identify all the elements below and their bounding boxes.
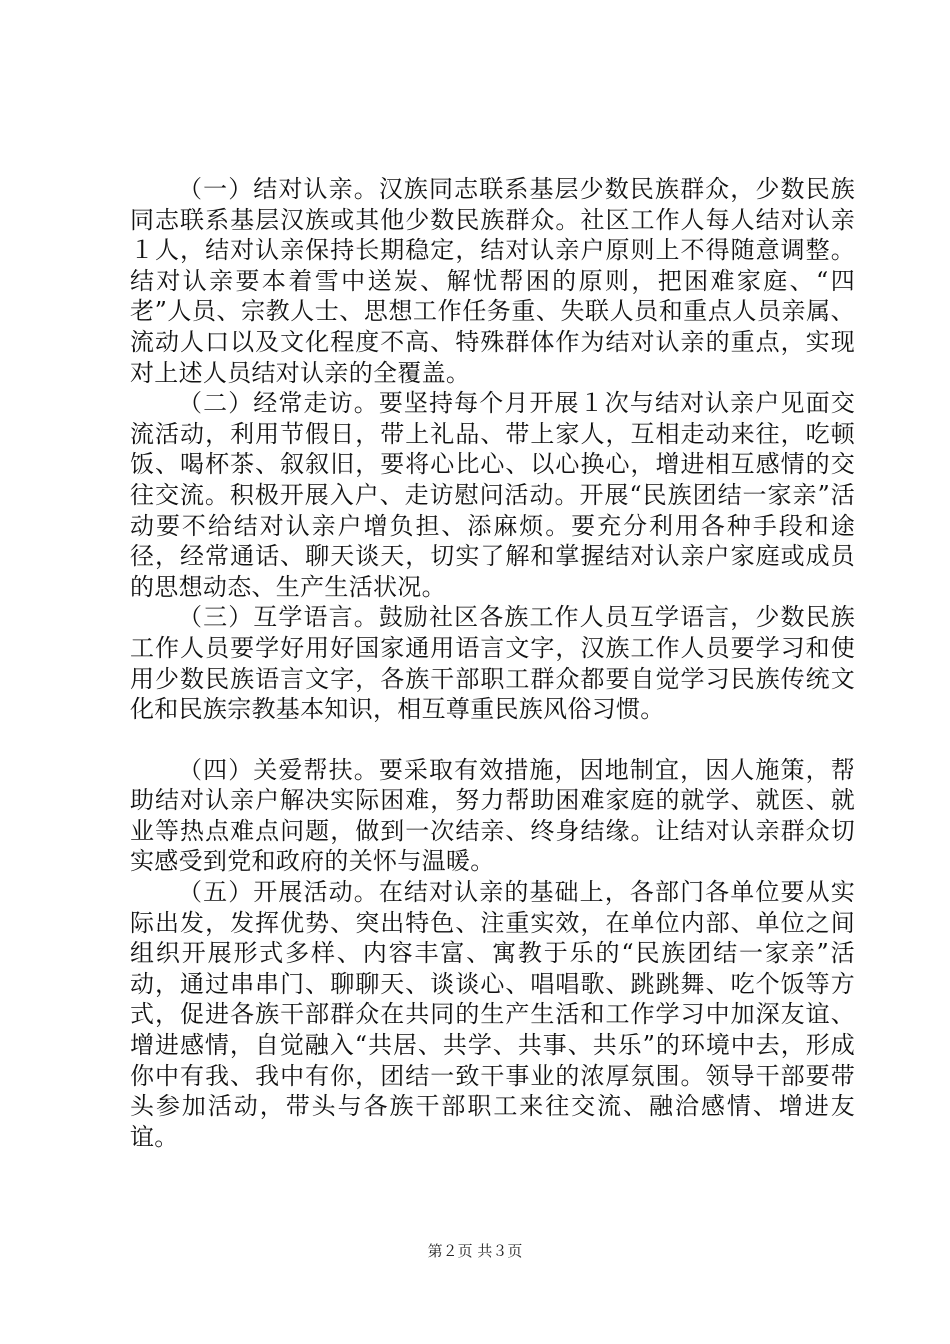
paragraph-language: （三）互学语言。鼓励社区各族工作人员互学语言，少数民族工作人员要学好用好国家通用语言文字，汉族工作人员要学习和使用少数民族语言文字，各族干部职工群众都要自觉学习民族传统文化和民族宗教基本知识，相互尊重民族风俗习惯。 — [130, 603, 855, 724]
paragraph-activities: （五）开展活动。在结对认亲的基础上，各部门各单位要从实际出发，发挥优势、突出特色、注重实效，在单位内部、单位之间组织开展形式多样、内容丰富、寓教于乐的“民族团结一家亲”活动，通过串串门、聊聊天、谈谈心、唱唱歌、跳跳舞、吃个饭等方式，促进各族干部群众在共同的生产生活和工作学习中加深友谊、增进感情，自觉融入“共居、共学、共事、共乐”的环境中去，形成你中有我、我中有你，团结一致干事业的浓厚氛围。领导干部要带头参加活动，带头与各族干部职工来往交流、融洽感情、增进友谊。 — [130, 878, 855, 1151]
paragraph-assistance: （四）关爱帮扶。要采取有效措施，因地制宜，因人施策，帮助结对认亲户解决实际困难，努力帮助困难家庭的就学、就医、就业等热点难点问题，做到一次结亲、终身结缘。让结对认亲群众切实感受到党和政府的关怀与温暖。 — [130, 755, 855, 876]
paragraph-pairing: （一）结对认亲。汉族同志联系基层少数民族群众，少数民族同志联系基层汉族或其他少数民族群众。社区工作人每人结对认亲１人，结对认亲保持长期稳定，结对认亲户原则上不得随意调整。结对认亲要本着雪中送炭、解忧帮困的原则，把困难家庭、“四老”人员、宗教人士、思想工作任务重、失联人员和重点人员亲属、流动人口以及文化程度不高、特殊群体作为结对认亲的重点，实现对上述人员结对认亲的全覆盖。 — [130, 175, 855, 387]
page-footer: 第２页 共３页 — [427, 1242, 523, 1260]
document-body — [130, 174, 855, 1152]
paragraph-visits: （二）经常走访。要坚持每个月开展１次与结对认亲户见面交流活动，利用节假日，带上礼品、带上家人，互相走动来往，吃顿饭、喝杯茶、叙叙旧，要将心比心、以心换心，增进相互感情的交往交流。积极开展入户、走访慰问活动。开展“民族团结一家亲”活动要不给结对认亲户增负担、添麻烦。要充分利用各种手段和途径，经常通话、聊天谈天，切实了解和掌握结对认亲户家庭或成员的思想动态、生产生活状况。 — [130, 389, 855, 601]
